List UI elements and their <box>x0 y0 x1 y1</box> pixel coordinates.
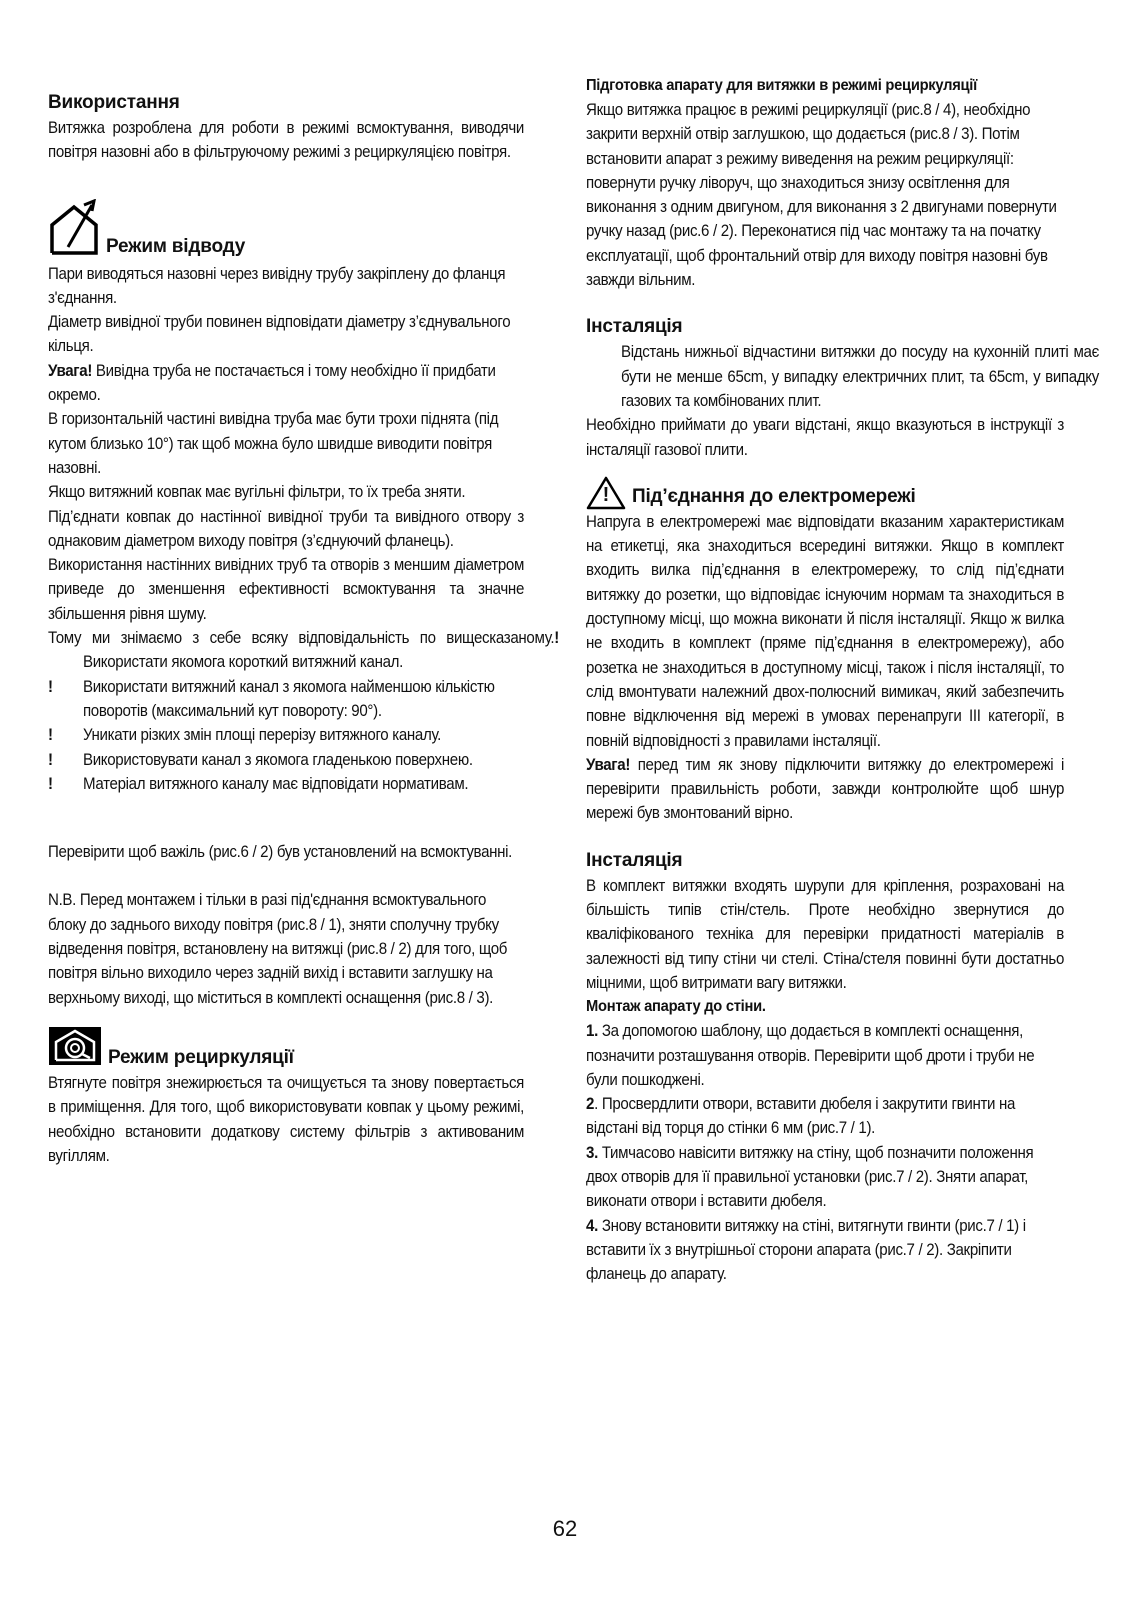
exhaust-text-8: Тому ми знімаємо з себе всяку відповідальність по вищесказаному.! Використати якомога короткий витяжний канал. <box>48 629 559 672</box>
installation-screws-text: В комплект витяжки входять шурупи для кріплення, розраховані на більшість типів стін/стель. Проте необхідно звернутися до кваліфікованого техніка для перевірки придатності матеріалів в залежності від типу стіни чи стелі. Стіна/стеля повинні бути достатньо міцними, щоб витримати вагу витяжки. <box>586 876 1065 992</box>
exhaust-text-3: Увага! Вивідна труба не постачається і тому необхідно її придбати окремо. <box>48 361 496 405</box>
exhaust-text-4: В горизонтальній частині вивідна труба має бути трохи піднята (під кутом близько 10°) так щоб можна було швидше виводити повітря назовні. <box>48 410 499 477</box>
exhaust-heading-row <box>48 199 524 262</box>
heading-exhaust-mode: Режим відводу <box>106 235 246 257</box>
nb-text: N.B. Перед монтажем і тільки в разі під'єднання всмоктувального блоку до заднього виходу повітря (рис.8 / 1), зняти сполучну трубку відведення повітря, встановлену на витяжці (рис.8 / 2) для того, щоб повітря вільно виходило через задній вихід і вставити заглушку на верхньому виході, що міститься в комплекті оснащення (рис.8 / 3). <box>48 891 508 1007</box>
recirc-heading-row <box>48 1026 524 1071</box>
mount-step: 3. Тимчасово навісити витяжку на стіну, щоб позначити положення двох отворів для її правильної установки (рис.7 / 2). Зняти апарат, виконати отвори і вставити дюбеля. <box>586 1143 1034 1211</box>
electric-text-1: Напруга в електромережі має відповідати вказаним характеристикам на етикетці, яка знаходиться всередині витяжки. Якщо в комплект входить вилка під’єднання в електромережу, то слід під’єднати витяжку до розетки, що відповідає існуючим нормам та знаходиться в доступному місці, що можна виконати й після інсталяції. Якщо ж вилка не входить в комплект (пряме під’єднання в електромережу), або розетка не знаходиться в доступному місці, також і після інсталяції, то слід вмонтувати належний двох-полюсний вимикач, який забезпечить повне відключення від мережі в умовах перенапруги III категорії, в повній відповідності з правилами інсталяції. <box>586 512 1065 750</box>
heading-wall-mount: Монтаж апарату до стіни. <box>586 998 766 1016</box>
heading-usage: Використання <box>48 92 180 113</box>
usage-text: Витяжка розроблена для роботи в режимі всмоктування, виводячи повітря назовні або в фільтруючому режимі з рециркуляцією повітря. <box>48 119 525 162</box>
check-lever-text: Перевірити щоб важіль (рис.6 / 2) був установлений на всмоктуванні. <box>48 843 513 862</box>
right-column <box>586 0 1099 1286</box>
exhaust-text-5: Якщо витяжний ковпак має вугільні фільтри, то їх треба зняти. <box>48 483 466 502</box>
exhaust-text-6: Під’єднати ковпак до настінної вивідної труби та вивідного отвору з однаковим діаметром виходу повітря (з’єднуючий фланець). <box>48 507 525 550</box>
list-item: ! Уникати різких змін площі перерізу витяжного каналу. <box>48 726 442 745</box>
prep-text: Якщо витяжка працює в режимі рециркуляції (рис.8 / 4), необхідно закрити верхній отвір заглушкою, що додається (рис.8 / 3). Потім встановити апарат з режиму виведення на режим рециркуляції: повернути ручку ліворуч, що знаходиться знизу освітлення для виконання з одним двигуном, для виконання з 2 двигунами повернути ручку назад (рис.6 / 2). Переконатися під час монтажу та на початку експлуатації, щоб фронтальний отвір для виходу повітря назовні був завжди вільним. <box>586 101 1057 290</box>
electric-heading-row <box>586 476 1064 510</box>
heading-installation-2: Інсталяція <box>586 849 683 871</box>
mount-step: 1. За допомогою шаблону, що додається в комплекті оснащення, позначити розташування отворів. Перевірити щоб дроти і труби не були пошкоджені. <box>586 1022 1035 1089</box>
warning-triangle-icon: ! <box>586 476 626 510</box>
heading-electric-connection: Під’єднання до електромережі <box>632 485 916 507</box>
installation-distance-text: Відстань нижньої відчастини витяжки до посуду на кухонній плиті має бути не менше 65cm, у випадку електричних плит, та 65cm, у випадку газових та комбінованих плит. <box>620 343 1099 410</box>
exhaust-text-2: Діаметр вивідної труби повинен відповідати діаметру з’єднувального кільця. <box>48 313 511 356</box>
installation-gas-text: Необхідно приймати до уваги відстані, якщо вказуються в інструкції з інсталяції газової плити. <box>586 416 1065 459</box>
warning-label: Увага! <box>586 755 631 774</box>
heading-installation-1: Інсталяція <box>586 316 683 338</box>
house-exhaust-icon <box>48 199 100 262</box>
recirc-text: Втягнуте повітря знежирюється та очищується та знову повертається в приміщення. Для того, щоб використовувати ковпак у цьому режимі, необхідно встановити додаткову систему фільтрів з активованим вугіллям. <box>48 1073 525 1165</box>
house-recirculation-icon <box>48 1026 102 1071</box>
mount-step: 2. Просвердлити отвори, вставити дюбеля і закрутити гвинти на відстані від торця до стінки 6 мм (рис.7 / 1). <box>586 1095 1016 1138</box>
mount-step: 4. Знову встановити витяжку на стіні, витягнути гвинти (рис.7 / 1) і вставити їх з внутрішньої сторони апарата (рис.7 / 2). Закріпити фланець до апарату. <box>586 1216 1026 1284</box>
warning-label: Увага! <box>48 361 93 380</box>
list-item: ! Використовувати канал з якомога гладенькою поверхнею. <box>48 750 473 769</box>
page-number: 62 <box>552 1516 578 1541</box>
electric-text-2: Увага! перед тим як знову підключити витяжку до електромережі і перевірити правильність роботи, завжди контролюйте щоб шнур мережі був змонтований вірно. <box>586 755 1065 823</box>
list-item: ! Використати витяжний канал з якомога найменшою кількістю поворотів (максимальний кут повороту: 90°). <box>48 677 495 720</box>
list-item: ! Матеріал витяжного каналу має відповідати нормативам. <box>48 774 469 793</box>
exhaust-text-7: Використання настінних вивідних труб та отворів з меншим діаметром приведе до зменшення ефективності всмоктування та значне збільшення рівня шуму. <box>48 556 525 623</box>
left-column <box>48 0 559 1168</box>
heading-recirc-mode: Режим рециркуляції <box>108 1046 294 1068</box>
heading-prep-recirc: Підготовка апарату для витяжки в режимі рециркуляції <box>586 77 977 94</box>
exhaust-text-1: Пари виводяться назовні через вивідну трубу закріплену до фланця з'єднання. <box>48 264 506 307</box>
